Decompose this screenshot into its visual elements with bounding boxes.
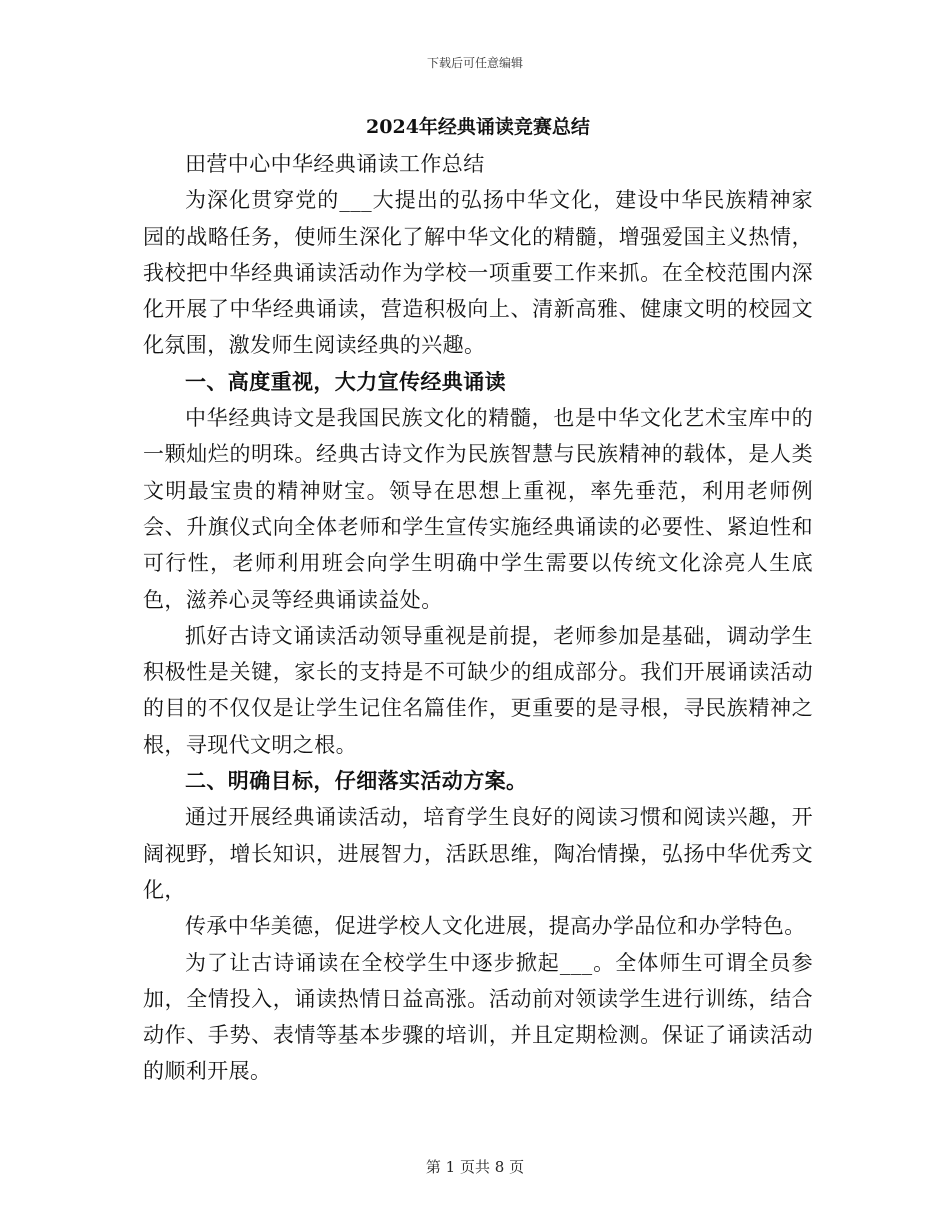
section-2-paragraph-2: 传承中华美德，促进学校人文化进展，提高办学品位和办学特色。: [185, 914, 806, 939]
page-footer: 第 1 页共 8 页: [425, 1158, 525, 1176]
subtitle-paragraph: 田营中心中华经典诵读工作总结: [185, 152, 485, 176]
section-1-paragraph-1: 中华经典诗文是我国民族文化的精髓，也是中华文化艺术宝库中的一颗灿烂的明珠。经典古诗文作为民族智慧与民族精神的载体，是人类文明最宝贵的精神财宝。领导在思想上重视，率先垂范，利用老师例会、升旗仪式向全体老师和学生宣传实施经典诵读的必要性、紧迫性和可行性，老师利用班会向学生明确中学生需要以传统文化涂亮人生底色，滋养心灵等经典诵读益处。: [143, 406, 813, 612]
section-2-paragraph-3: 为了让古诗诵读在全校学生中逐步掀起___。全体师生可谓全员参加，全情投入，诵读热情日益高涨。活动前对领读学生进行训练，结合动作、手势、表情等基本步骤的培训，并且定期检测。保证了诵读活动的顺利开展。: [143, 950, 813, 1084]
section-2-paragraph-1: 通过开展经典诵读活动，培育学生良好的阅读习惯和阅读兴趣，开阔视野，增长知识，进展智力，活跃思维，陶冶情操，弘扬中华优秀文化，: [143, 805, 813, 902]
intro-paragraph: 为深化贯穿党的___大提出的弘扬中华文化，建设中华民族精神家园的战略任务，使师生深化了解中华文化的精髓，增强爱国主义热情，我校把中华经典诵读活动作为学校一项重要工作来抓。在全校范围内深化开展了中华经典诵读，营造积极向上、清新高雅、健康文明的校园文化氛围，激发师生阅读经典的兴趣。: [143, 188, 813, 358]
section-1-paragraph-2: 抓好古诗文诵读活动领导重视是前提，老师参加是基础，调动学生积极性是关键，家长的支持是不可缺少的组成部分。我们开展诵读活动的目的不仅仅是让学生记住名篇佳作，更重要的是寻根，寻民族精神之根，寻现代文明之根。: [143, 623, 813, 757]
page-header-note: 下载后可任意编辑: [426, 56, 523, 70]
section-heading-1: 一、高度重视，大力宣传经典诵读: [185, 368, 506, 394]
document-body: [143, 108, 813, 1090]
document-title: 2024年经典诵读竞赛总结: [366, 116, 590, 138]
section-heading-2: 二、明确目标，仔细落实活动方案。: [185, 768, 528, 794]
